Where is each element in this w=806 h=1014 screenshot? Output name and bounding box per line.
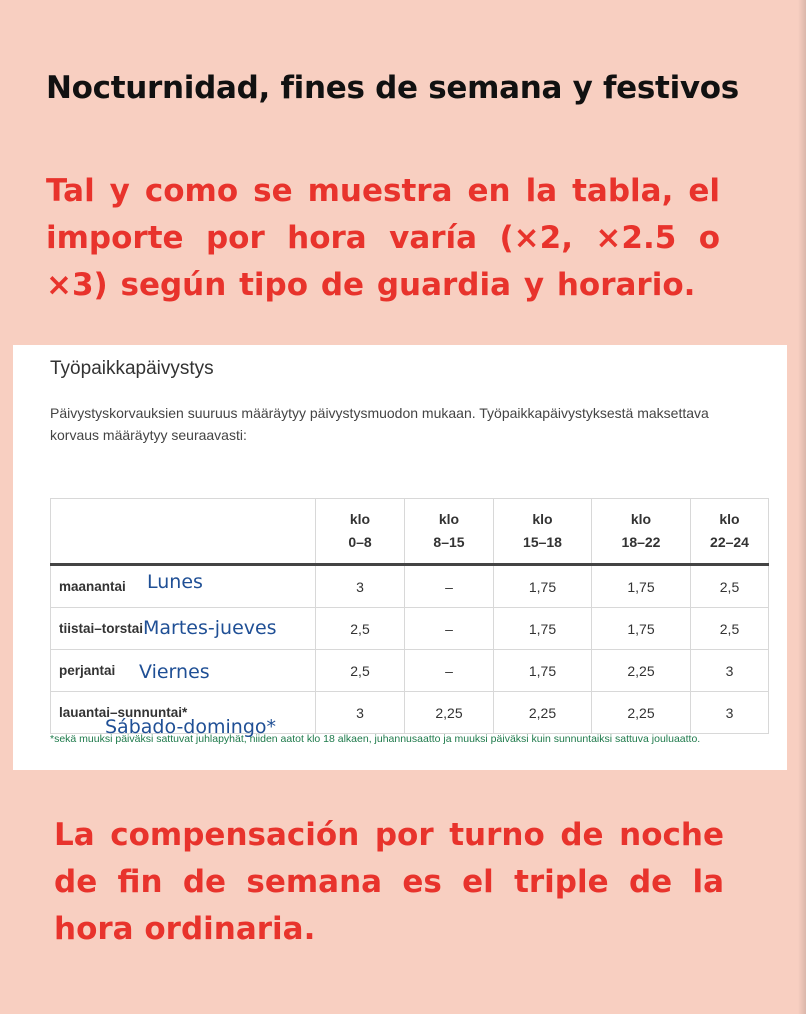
day-cell <box>51 565 316 608</box>
handwritten-translation: Sábado-domingo* <box>105 716 276 738</box>
header-line2: 15–18 <box>523 534 562 550</box>
rate-cell: 1,75 <box>494 608 592 650</box>
header-cell <box>405 499 494 565</box>
intro-paragraph: Tal y como se muestra en la tabla, el importe por hora varía (×2, ×2.5 o ×3) según tipo de guardia y horario. <box>46 173 720 303</box>
rate-cell: – <box>405 565 494 608</box>
day-cell <box>51 608 316 650</box>
header-line1: klo <box>630 511 652 527</box>
rate-cell: 1,75 <box>494 565 592 608</box>
header-line1: klo <box>438 511 460 527</box>
header-cell <box>494 499 592 565</box>
table-row <box>51 692 769 734</box>
header-line1: klo <box>719 511 740 527</box>
rates-table <box>50 498 769 738</box>
header-line2: 22–24 <box>710 534 749 550</box>
table-header-row <box>51 499 769 565</box>
rate-cell: 2,5 <box>316 608 405 650</box>
rate-cell: – <box>405 650 494 692</box>
embedded-screenshot <box>13 345 787 770</box>
day-label: perjantai <box>59 663 116 678</box>
rate-cell: 1,75 <box>592 565 691 608</box>
header-line1: klo <box>349 511 371 527</box>
header-line1: klo <box>532 511 553 527</box>
screenshot-title: Työpaikkapäivystys <box>50 358 214 379</box>
table-row <box>51 565 769 608</box>
header-line2: 18–22 <box>621 534 661 550</box>
rate-cell: 3 <box>316 565 405 608</box>
table-footnote: *sekä muuksi päiväksi sattuvat juhlapyhät, niiden aatot klo 18 alkaen, juhannusaatto ja muuksi päiväksi kuin sunnuntaiksi sattuva jouluaatto. <box>50 733 701 745</box>
closing-paragraph: La compensación por turno de noche de fin de semana es el triple de la hora ordinaria. <box>54 817 724 947</box>
table-row <box>51 650 769 692</box>
table-row <box>51 608 769 650</box>
day-label: lauantai–sunnuntai* <box>59 705 188 720</box>
handwritten-translation: Martes-jueves <box>143 617 277 639</box>
screenshot-description: Päivystyskorvauksien suuruus määräytyy päivystysmuodon mukaan. Työpaikkapäivystyksestä maksettava korvaus määräytyy seuraavasti: <box>50 405 709 443</box>
day-label: tiistai–torstai <box>59 621 144 636</box>
rate-cell: 2,5 <box>691 565 769 608</box>
rate-cell: 3 <box>316 692 405 734</box>
rate-cell: 2,5 <box>316 650 405 692</box>
rate-cell: 2,5 <box>691 608 769 650</box>
header-day-cell <box>51 499 316 565</box>
day-label: maanantai <box>59 579 126 594</box>
rate-cell: 2,25 <box>592 692 691 734</box>
header-line2: 8–15 <box>433 534 465 550</box>
rate-cell: – <box>405 608 494 650</box>
rate-cell: 2,25 <box>592 650 691 692</box>
header-cell <box>691 499 769 565</box>
slide-heading: Nocturnidad, fines de semana y festivos <box>46 70 739 106</box>
header-cell <box>592 499 691 565</box>
rate-cell: 3 <box>691 692 769 734</box>
header-cell <box>316 499 405 565</box>
day-cell <box>51 692 316 738</box>
header-line2: 0–8 <box>348 534 372 550</box>
handwritten-translation: Viernes <box>139 661 210 683</box>
handwritten-translation: Lunes <box>147 571 203 593</box>
rate-cell: 2,25 <box>494 692 592 734</box>
rate-cell: 1,75 <box>592 608 691 650</box>
rate-cell: 1,75 <box>494 650 592 692</box>
rate-cell: 2,25 <box>405 692 494 734</box>
rate-cell: 3 <box>691 650 769 692</box>
day-cell <box>51 650 316 692</box>
